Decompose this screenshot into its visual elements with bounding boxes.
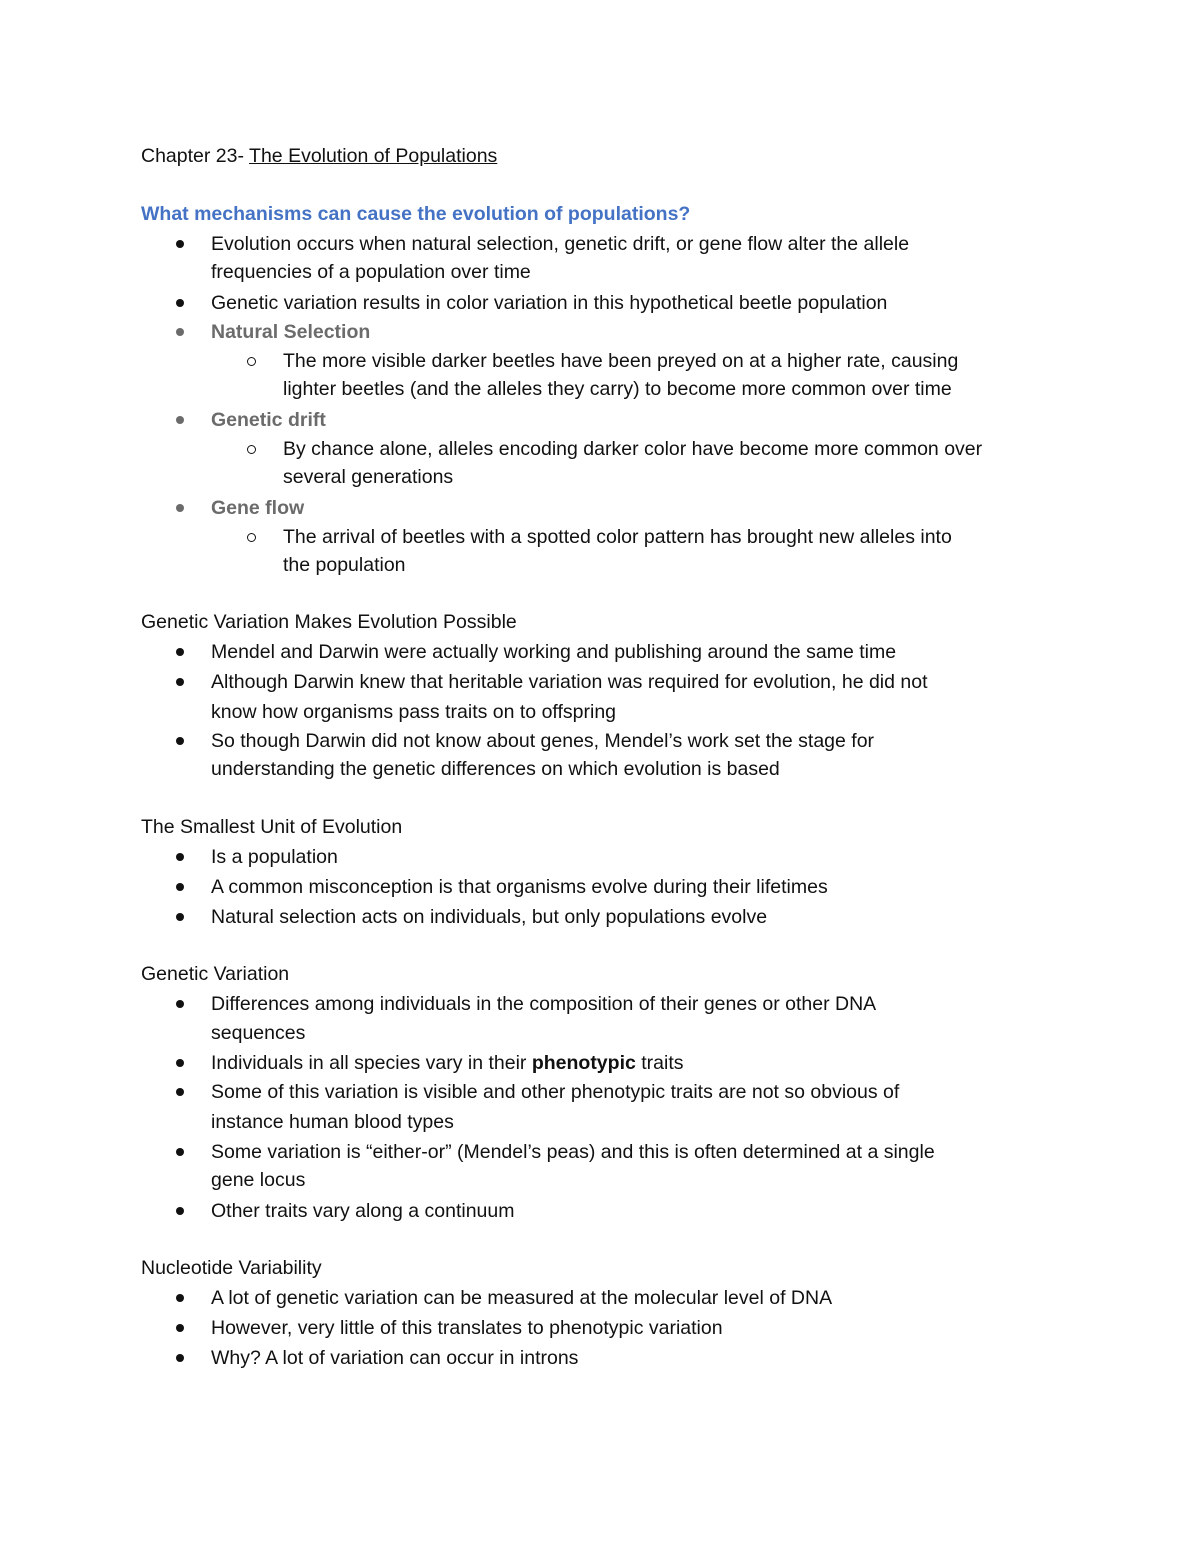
- bullet-icon: [176, 853, 184, 861]
- page-title: [141, 144, 497, 168]
- bullet-icon: [176, 1207, 184, 1215]
- list-item-text: Evolution occurs when natural selection, genetic drift, or gene flow alter the allele: [211, 233, 910, 255]
- bullet-icon: [176, 504, 184, 512]
- list-item-text: However, very little of this translates to phenotypic variation: [211, 1317, 723, 1339]
- list-item-text: Differences among individuals in the composition of their genes or other DNA: [211, 993, 877, 1015]
- text-segment: Individuals in all species vary in their: [211, 1052, 532, 1074]
- circle-bullet-icon: [247, 445, 256, 454]
- bullet-icon: [176, 1324, 184, 1332]
- list-item-text: Some of this variation is visible and other phenotypic traits are not so obvious of: [211, 1081, 900, 1103]
- bullet-icon: [176, 883, 184, 891]
- circle-bullet-icon: [247, 357, 256, 366]
- text-segment: traits: [635, 1052, 684, 1074]
- sub-list-item-text: The arrival of beetles with a spotted color pattern has brought new alleles into: [283, 526, 952, 548]
- circle-bullet-icon: [247, 533, 256, 542]
- list-item-gene-flow: Gene flow: [211, 497, 305, 519]
- sub-list-item-text: the population: [283, 554, 406, 576]
- bullet-icon: [176, 240, 184, 248]
- list-item-text: frequencies of a population over time: [211, 261, 531, 283]
- section-heading-nucleotide-variability: Nucleotide Variability: [141, 1257, 322, 1279]
- section-heading-genetic-variation: Genetic Variation: [141, 963, 290, 985]
- title-underlined: The Evolution of Populations: [249, 145, 498, 167]
- list-item-text: Genetic variation results in color variation in this hypothetical beetle population: [211, 292, 888, 314]
- bullet-icon: [176, 416, 184, 424]
- sub-list-item-text: The more visible darker beetles have been preyed on at a higher rate, causing: [283, 350, 959, 372]
- section-heading-mechanisms: What mechanisms can cause the evolution of populations?: [141, 203, 691, 225]
- list-item-text: Natural selection acts on individuals, but only populations evolve: [211, 906, 768, 928]
- section-heading-genetic-variation-possible: Genetic Variation Makes Evolution Possible: [141, 611, 517, 633]
- sub-list-item-text: lighter beetles (and the alleles they carry) to become more common over time: [283, 378, 952, 400]
- bullet-icon: [176, 1059, 184, 1067]
- bullet-icon: [176, 648, 184, 656]
- sub-list-item-text: By chance alone, alleles encoding darker color have become more common over: [283, 438, 983, 460]
- bullet-icon: [176, 328, 184, 336]
- list-item-text: A common misconception is that organisms evolve during their lifetimes: [211, 876, 828, 898]
- bullet-icon: [176, 1088, 184, 1096]
- list-item-text: gene locus: [211, 1169, 306, 1191]
- list-item-text: So though Darwin did not know about genes, Mendel’s work set the stage for: [211, 730, 875, 752]
- list-item-text: understanding the genetic differences on which evolution is based: [211, 758, 780, 780]
- bold-term-phenotypic: phenotypic: [531, 1052, 636, 1074]
- list-item-text: [211, 1051, 684, 1075]
- list-item-text: know how organisms pass traits on to offspring: [211, 701, 617, 723]
- bullet-icon: [176, 299, 184, 307]
- list-item-natural-selection: Natural Selection: [211, 321, 371, 343]
- bullet-icon: [176, 678, 184, 686]
- section-heading-smallest-unit: The Smallest Unit of Evolution: [141, 816, 403, 838]
- bullet-icon: [176, 1148, 184, 1156]
- list-item-text: sequences: [211, 1022, 306, 1044]
- list-item-text: A lot of genetic variation can be measured at the molecular level of DNA: [211, 1287, 833, 1309]
- sub-list-item-text: several generations: [283, 466, 454, 488]
- bullet-icon: [176, 1294, 184, 1302]
- list-item-genetic-drift: Genetic drift: [211, 409, 326, 431]
- list-item-text: Some variation is “either-or” (Mendel’s peas) and this is often determined at a single: [211, 1141, 935, 1163]
- bullet-icon: [176, 737, 184, 745]
- list-item-text: Mendel and Darwin were actually working and publishing around the same time: [211, 641, 897, 663]
- bullet-icon: [176, 1354, 184, 1362]
- bullet-icon: [176, 913, 184, 921]
- title-prefix: Chapter 23-: [141, 145, 250, 167]
- list-item-text: Other traits vary along a continuum: [211, 1200, 515, 1222]
- bullet-icon: [176, 1000, 184, 1008]
- list-item-text: Although Darwin knew that heritable variation was required for evolution, he did not: [211, 671, 928, 693]
- list-item-text: Is a population: [211, 846, 338, 868]
- list-item-text: instance human blood types: [211, 1111, 454, 1133]
- list-item-text: Why? A lot of variation can occur in introns: [211, 1347, 579, 1369]
